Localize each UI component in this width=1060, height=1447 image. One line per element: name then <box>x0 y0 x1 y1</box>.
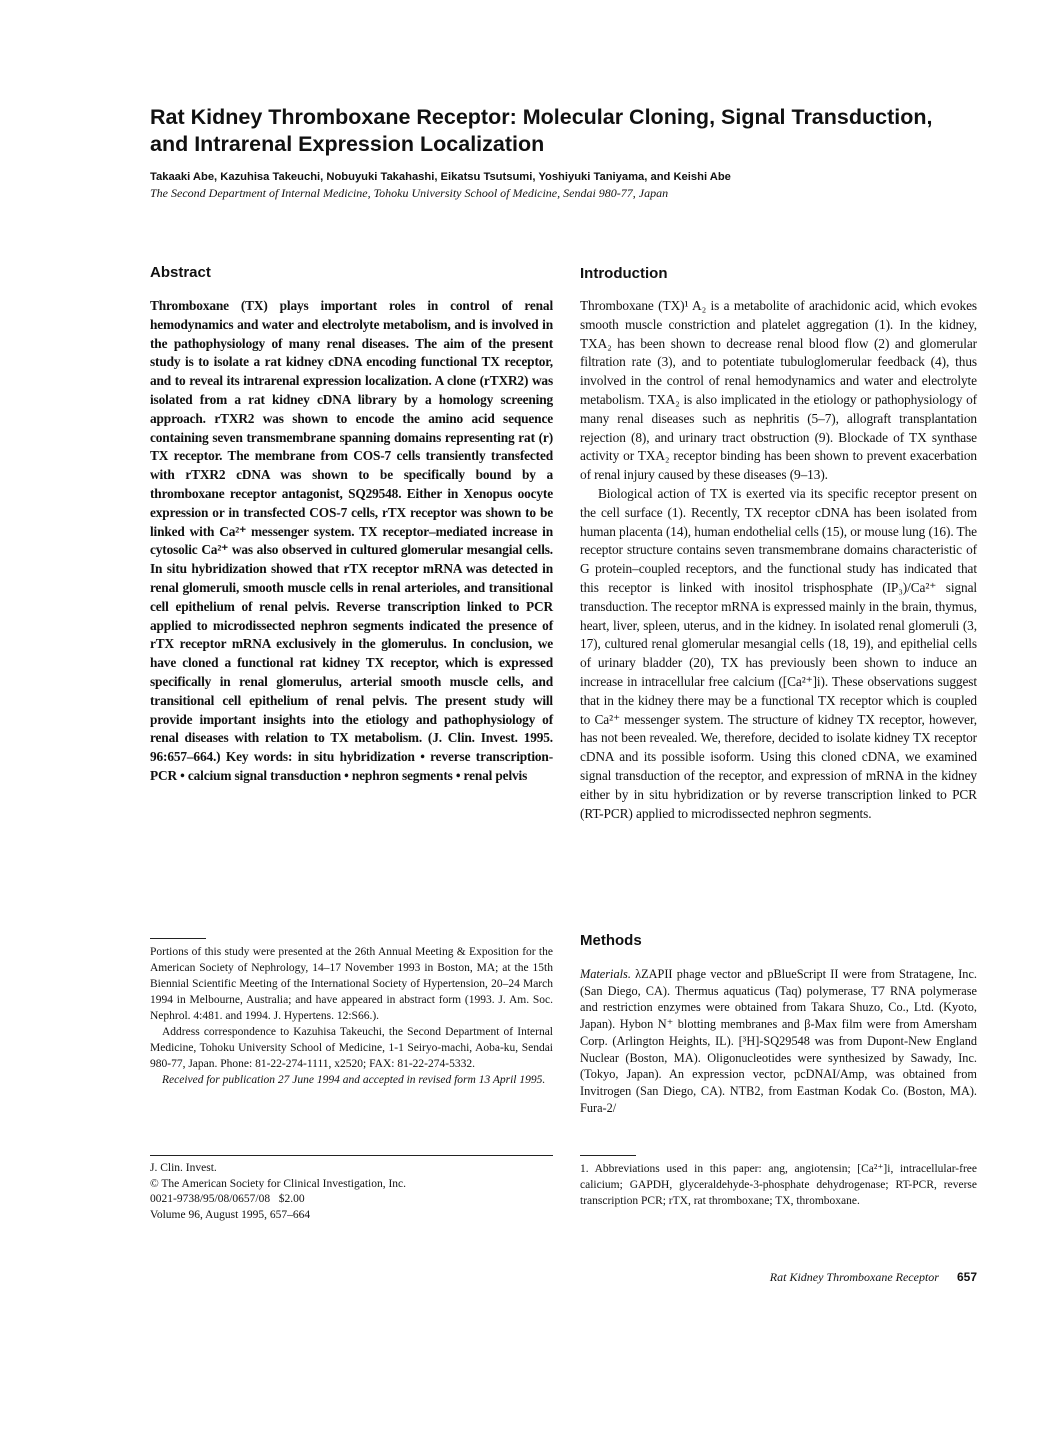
volume-line: Volume 96, August 1995, 657–664 <box>150 1208 311 1221</box>
citation-divider <box>150 1155 553 1156</box>
presentation-note: Portions of this study were presented at the 26th Annual Meeting & Exposition for the American Society of Nephrology, 14–17 November 1993 in Boston, MA; at the 15th Biennial Scientific Meeting of the International Society of Hypertension, 20–24 March 1994 in Melbourne, Australia; and have appeared in abstract form (1993. J. Am. Soc. Nephrol. 4:481. and 1994. J. Hypertens. 12:S66.). <box>150 946 553 1022</box>
author-list: Takaaki Abe, Kazuhisa Takeuchi, Nobuyuki Takahashi, Eikatsu Tsutsumi, Yoshiyuki Taniyama, and Keishi Abe <box>150 171 731 183</box>
introduction-body <box>580 297 977 823</box>
issn-line: 0021-9738/95/08/0657/08 $2.00 <box>150 1193 305 1205</box>
journal-name: J. Clin. Invest. <box>150 1162 217 1174</box>
received-dates: Received for publication 27 June 1994 and accepted in revised form 13 April 1995. <box>162 1074 546 1086</box>
abstract-heading: Abstract <box>150 264 211 281</box>
abbreviations-footnote: 1. Abbreviations used in this paper: ang, angiotensin; [Ca²⁺]i, intracellular-free calicium; GAPDH, glyceraldehyde-3-phosphate dehydrogenase; RT-PCR, reverse transcription PCR; rTX, rat thromboxane; TX, thromboxane. <box>580 1163 977 1207</box>
methods-materials-paragraph <box>580 966 977 1116</box>
introduction-paragraph-1: Thromboxane (TX)¹ A₂ is a metabolite of arachidonic acid, which evokes smooth muscle constriction and platelet aggregation (1). In the kidney, TXA₂ has been shown to decrease renal blood flow (2) and glomerular filtration rate (3), and to potentiate tubuloglomerular feedback (4), thus involved in the control of renal hemodynamics and water and electrolyte metabolism. TXA₂ is also implicated in the etiology or pathophysiology of many renal diseases such as nephritis (5–7), allograft transplantation rejection (8), and urinary tract obstruction (9). Blockade of TX synthase activity or TXA₂ receptor binding has been shown to prevent exacerbation of renal injury caused by these diseases (9–13). <box>580 298 977 483</box>
copyright-line: © The American Society for Clinical Investigation, Inc. <box>150 1177 407 1190</box>
front-matter-footnotes <box>150 944 553 1088</box>
affiliation: The Second Department of Internal Medicine, Tohoku University School of Medicine, Sendai 980-77, Japan <box>150 186 669 200</box>
abbreviation-divider <box>580 1155 636 1156</box>
abstract-text: Thromboxane (TX) plays important roles in control of renal hemodynamics and water and electrolyte metabolism, and is involved in the pathophysiology of many renal diseases. The aim of the present study is to isolate a rat kidney cDNA encoding functional TX receptor, and to reveal its intrarenal expression localization. A clone (rTXR2) was isolated from a rat kidney cDNA library by a homology screening approach. rTXR2 was shown to encode the amino acid sequence containing seven transmembrane spanning domains representing rat (r) TX receptor. The membrane from COS-7 cells transiently transfected with rTXR2 cDNA was shown to be specifically bound by a thromboxane receptor antagonist, SQ29548. Either in Xenopus oocyte expression or in transfected COS-7 cells, rTX receptor was shown to be linked with Ca²⁺ messenger system. TX receptor–mediated increase in cytosolic Ca²⁺ was also observed in cultured glomerular mesangial cells. In situ hybridization showed that rTX receptor mRNA was detected in renal glomeruli, smooth muscle cells in renal arterioles, and transitional cell epithelium of renal pelvis. Reverse transcription linked to PCR applied to microdissected nephron segments indicated the presence of rTX receptor mRNA exclusively in the glomerulus. In conclusion, we have cloned a functional rat kidney TX receptor, which is expressed specifically in renal glomerulus, arterial smooth muscle cells, and transitional cell epithelium of renal pelvis. The present study will provide important insights into the etiology and pathophysiology of renal diseases with relation to TX metabolism. (J. Clin. Invest. 1995. 96:657–664.) Key words: in situ hybridization • reverse transcription-PCR • calcium signal transduction • nephron segments • renal pelvis <box>150 298 553 783</box>
correspondence-address: Address correspondence to Kazuhisa Takeuchi, the Second Department of Internal Medicine, Tohoku University School of Medicine, 1-1 Seiryo-machi, Aoba-ku, Sendai 980-77, Japan. Phone: 81-22-274-1111, x2520; FAX: 81-22-274-5332. <box>150 1026 553 1070</box>
introduction-heading: Introduction <box>580 265 668 282</box>
materials-subheading: Materials. <box>580 967 631 981</box>
materials-text: λZAPII phage vector and pBlueScript II were from Stratagene, Inc. (San Diego, CA). Thermus aquaticus (Taq) polymerase, T7 RNA polymerase and restriction enzymes were obtained from Takara Shuzo, Co., Ltd. (Kyoto, Japan). Hybon N⁺ blotting membranes and β-Max film were from Amersham Corp. (Arlington Heights, IL). [³H]-SQ29548 was from Dupont-New England Nuclear (Boston, MA). Oligonucleotides were synthesized by Sawady, Inc. (Tokyo, Japan). An expression vector, pcDNAI/Amp, was obtained from Invitrogen (San Diego, CA). NTB2, from Eastman Kodak Co. (Boston, MA). Fura-2/ <box>580 967 977 1115</box>
page-footer <box>770 1270 977 1285</box>
page-number: 657 <box>956 1270 977 1284</box>
introduction-paragraph-2: Biological action of TX is exerted via its specific receptor present on the cell surface (1). Recently, TX receptor cDNA has been isolated from human placenta (14), human endothelial cells (15), or mouse lung (16). The receptor structure contains seven transmembrane domains characteristic of G protein–coupled receptors, and the functional study has indicated that this receptor is linked with inositol trisphosphate (IP₃)/Ca²⁺ signal transduction. The receptor mRNA is expressed mainly in the brain, thymus, heart, liver, spleen, uterus, and in the kidney. In isolated renal glomeruli (3, 17), cultured renal glomerular mesangial cells (18, 19), and epithelial cells of urinary bladder (20), TX has previously been shown to induce an increase in intracellular free calcium ([Ca²⁺]i). These observations suggest that in the kidney there may be a functional TX receptor which is coupled to Ca²⁺ messenger system. The structure of kidney TX receptor, however, has not been revealed. We, therefore, decided to isolate kidney TX receptor cDNA and its possible isoform. Using this cloned cDNA, we examined signal transduction of the receptor, and expression of mRNA in the kidney either by in situ hybridization or by reverse transcription linked to PCR (RT-PCR) applied to microdissected nephron segments. <box>580 485 977 821</box>
methods-heading: Methods <box>580 932 642 949</box>
paper-title: Rat Kidney Thromboxane Receptor: Molecular Cloning, Signal Transduction, and Intrarenal Expression Localization <box>150 105 933 156</box>
citation-block <box>150 1161 553 1223</box>
footnote-divider <box>150 938 206 939</box>
running-title: Rat Kidney Thromboxane Receptor <box>769 1270 939 1284</box>
